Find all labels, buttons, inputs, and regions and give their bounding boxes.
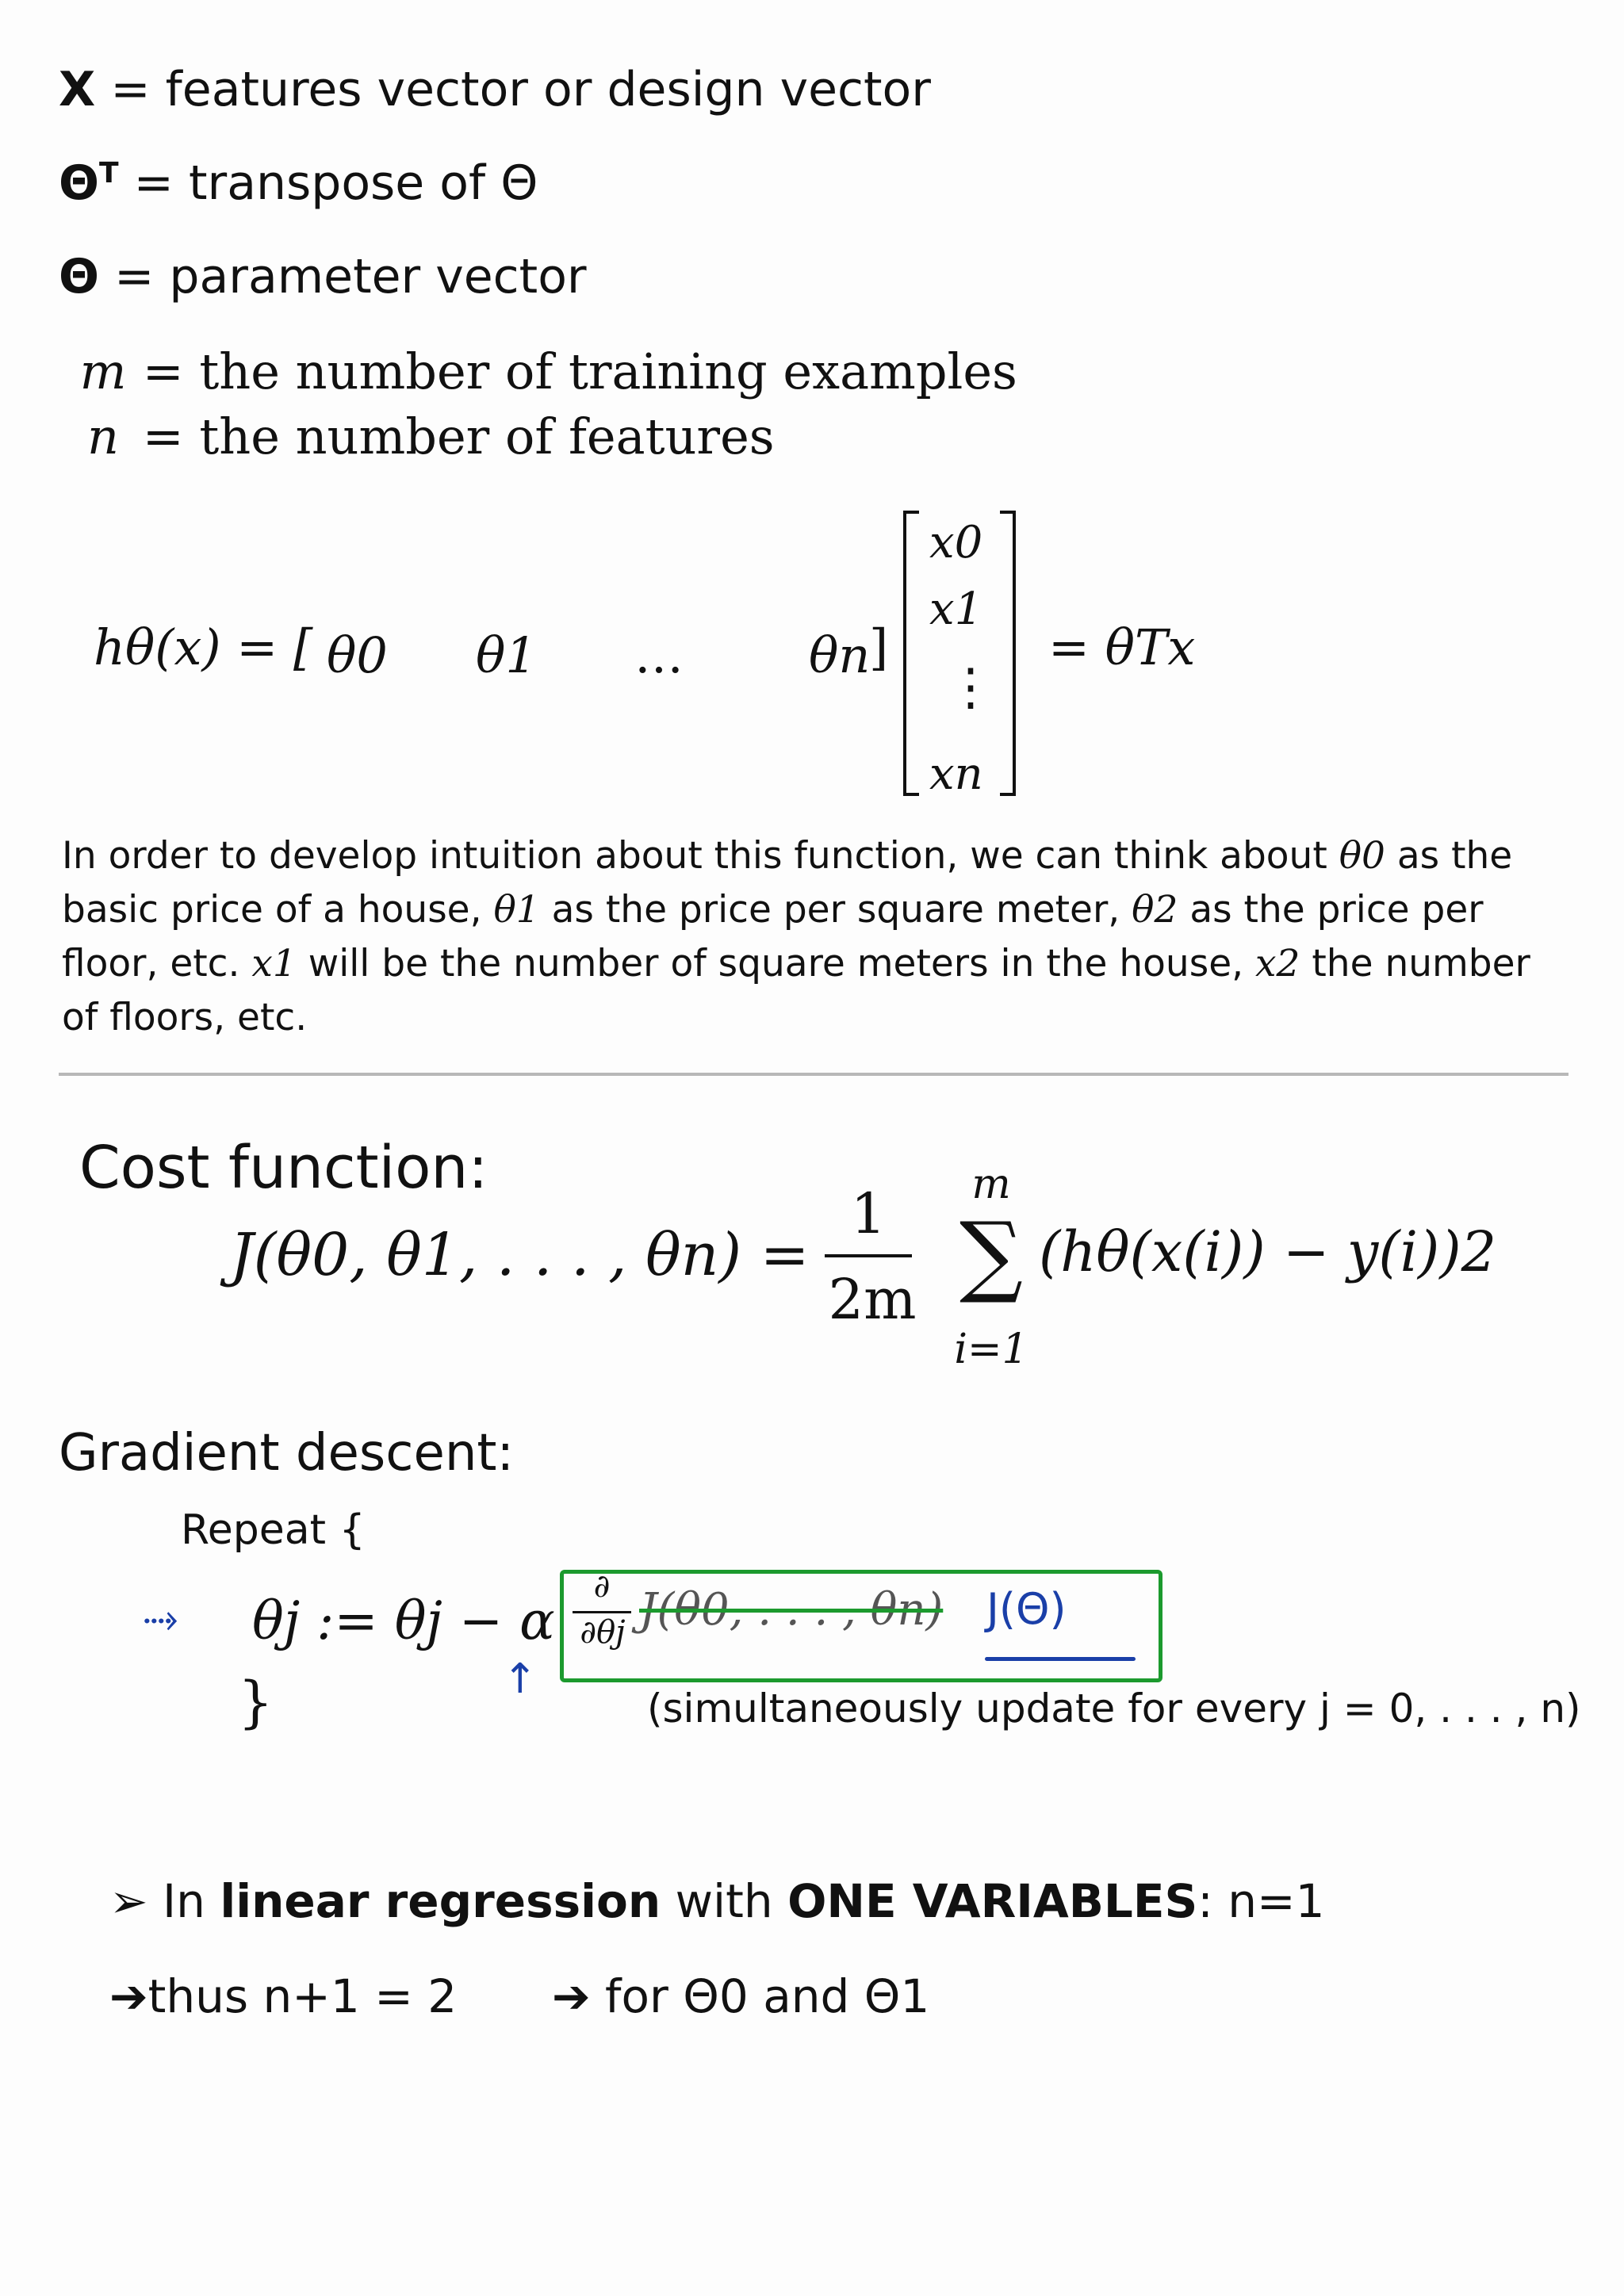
cost-function-heading: Cost function:: [79, 1134, 488, 1202]
paragraph-text: the number of floors, etc.: [62, 942, 1530, 1039]
definition-theta: [59, 249, 587, 304]
cost-summand: (hθ(x(i)) − y(i))2: [1039, 1219, 1497, 1284]
definition-superscript: T: [99, 157, 119, 189]
fraction-denominator: 2m: [828, 1267, 917, 1332]
definition-x: [59, 62, 931, 117]
definition-text: = transpose of Θ: [118, 155, 538, 211]
definition-symbol: Θ: [59, 155, 100, 211]
bullet-bold: linear regression: [220, 1874, 661, 1928]
bullet-text: In: [147, 1874, 220, 1928]
math-x2: x2: [1255, 942, 1300, 985]
math-theta0: θ0: [1339, 834, 1385, 878]
close-brace: }: [238, 1670, 274, 1735]
arrow-icon: ➔: [109, 1969, 148, 2023]
up-arrow-icon: ↑: [503, 1655, 538, 1703]
summation-symbol: ∑: [959, 1203, 1023, 1307]
definition-theta-transpose: [59, 155, 538, 211]
fraction-numerator: 1: [850, 1181, 887, 1246]
paragraph-text: as the price per square meter,: [539, 888, 1132, 932]
bullet-text: : n=1: [1197, 1874, 1325, 1928]
definition-text: = the number of features: [142, 408, 775, 465]
partial-denominator: ∂θj: [580, 1614, 626, 1651]
handwritten-underline: [985, 1657, 1136, 1661]
hypothesis-lhs: hθ(x) = [: [94, 618, 313, 676]
hypothesis-row-thetan: θn: [809, 626, 871, 684]
section-divider: [59, 1073, 1568, 1076]
intuition-paragraph: [62, 829, 1568, 1045]
handwritten-arrow-icon: ⤑: [143, 1592, 178, 1644]
bullet-text: for Θ0 and Θ1: [590, 1969, 930, 2023]
variable: m: [79, 342, 127, 400]
hypothesis-rhs: = θTx: [1048, 618, 1196, 676]
sum-upper-limit: m: [971, 1161, 1011, 1208]
bullet-text: thus n+1 = 2: [147, 1969, 458, 2023]
column-xn: xn: [929, 748, 983, 800]
partial-numerator: ∂: [593, 1568, 611, 1605]
hypothesis-close-bracket: ]: [869, 618, 889, 676]
hypothesis-row-ellipsis: …: [634, 626, 684, 684]
paragraph-text: will be the number of square meters in the house,: [296, 942, 1256, 985]
definition-text: = features vector or design vector: [95, 62, 931, 117]
hypothesis-row-theta1: θ1: [476, 626, 537, 684]
definition-symbol: Θ: [59, 249, 100, 304]
math-x1: x1: [251, 942, 297, 985]
fraction-bar: [825, 1254, 912, 1257]
variable: n: [87, 408, 119, 465]
bullet-thus: [109, 1969, 457, 2023]
handwritten-cost: J(Θ): [986, 1584, 1067, 1634]
bullet-for-theta: [552, 1969, 929, 2023]
arrow-icon: ➔: [552, 1969, 591, 2023]
definition-n: [79, 408, 775, 465]
update-rule: θj := θj − α: [252, 1590, 555, 1651]
math-theta2: θ2: [1132, 888, 1178, 932]
paragraph-text: as the basic price of a house,: [62, 834, 1513, 932]
bullet-text: with: [661, 1874, 788, 1928]
struck-cost-term: J(θ0, . . . , θn): [639, 1584, 944, 1636]
hypothesis-row-theta0: θ0: [327, 626, 388, 684]
column-vdots: ⋮: [945, 658, 996, 717]
paragraph-text: as the price per floor, etc.: [62, 888, 1484, 985]
repeat-label: Repeat {: [181, 1506, 366, 1554]
cost-function-lhs: J(θ0, θ1, . . . , θn) =: [230, 1221, 810, 1289]
sum-lower-limit: i=1: [954, 1326, 1028, 1373]
column-x1: x1: [929, 584, 983, 635]
definition-symbol: X: [59, 62, 96, 117]
bullet-marker-icon: ➢: [109, 1874, 148, 1928]
gradient-descent-heading: Gradient descent:: [59, 1424, 515, 1483]
column-x0: x0: [929, 517, 983, 568]
bullet-linear-regression: [109, 1874, 1325, 1928]
bullet-bold: ONE VARIABLES: [787, 1874, 1198, 1928]
definition-m: [79, 342, 1017, 400]
paragraph-text: In order to develop intuition about this function, we can think about: [62, 834, 1339, 878]
definition-text: = parameter vector: [99, 249, 587, 304]
simultaneous-update-note: (simultaneously update for every j = 0, . . . , n): [647, 1686, 1581, 1732]
definition-text: = the number of training examples: [142, 342, 1017, 400]
math-theta1: θ1: [493, 888, 540, 932]
